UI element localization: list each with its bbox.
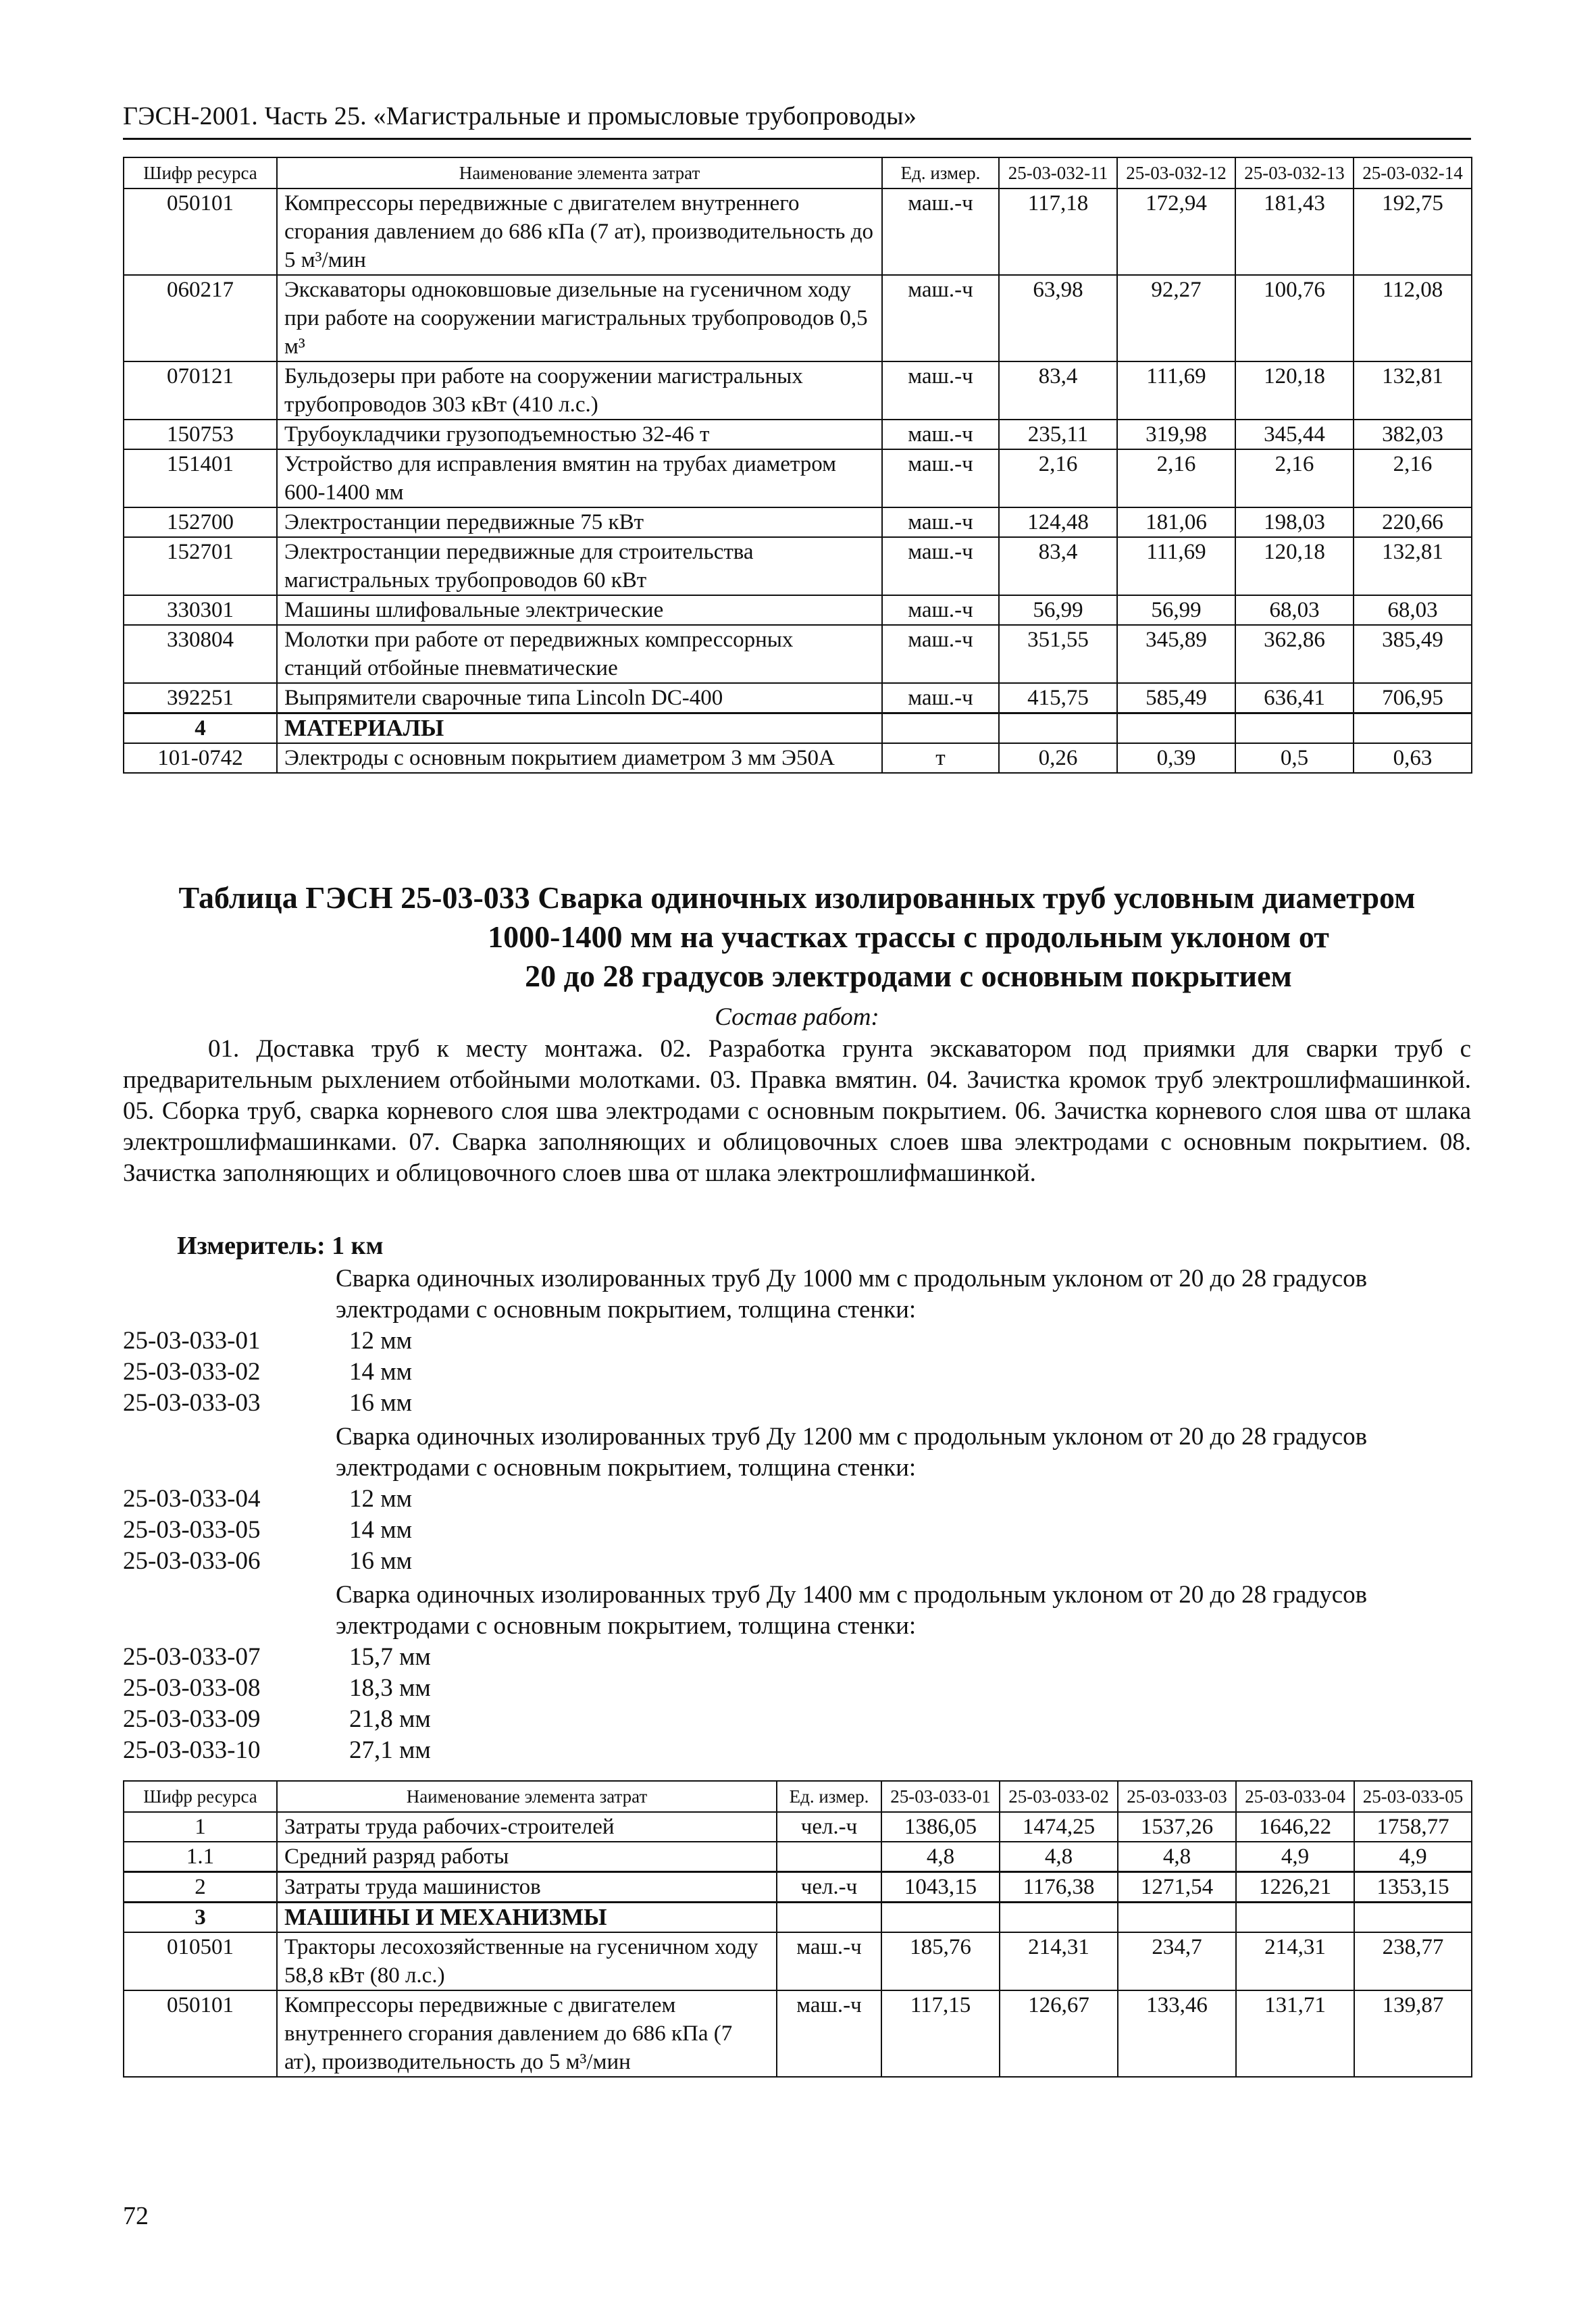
cell-value: 1353,15 bbox=[1354, 1872, 1472, 1903]
title-line: 20 до 28 градусов электродами с основным покрытием bbox=[525, 959, 1292, 993]
cell-unit: маш.-ч bbox=[882, 683, 999, 713]
cell-value: 214,31 bbox=[1236, 1932, 1354, 1990]
cell-value: 345,44 bbox=[1235, 420, 1354, 449]
cell-name: Затраты труда машинистов bbox=[277, 1872, 777, 1903]
cell-value: 4,8 bbox=[1000, 1842, 1118, 1872]
cell-code: 330804 bbox=[124, 625, 277, 683]
cell-name: Выпрямители сварочные типа Lincoln DC-400 bbox=[277, 683, 882, 713]
cell-value: 385,49 bbox=[1354, 625, 1472, 683]
cell-code: 050101 bbox=[124, 1990, 277, 2077]
cell-value: 1043,15 bbox=[881, 1872, 1000, 1903]
cell-code: 151401 bbox=[124, 449, 277, 507]
cell-value: 111,69 bbox=[1117, 537, 1235, 595]
section-row bbox=[124, 713, 1472, 744]
cell-value: 2,16 bbox=[1117, 449, 1235, 507]
cell-value: 192,75 bbox=[1354, 188, 1472, 275]
cell-value: 238,77 bbox=[1354, 1932, 1472, 1990]
variant-row bbox=[123, 1388, 1471, 1419]
cell-name: Компрессоры передвижные с двигателем внутреннего сгорания давлением до 686 кПа (7 ат), производительность до 5 м³/мин bbox=[277, 188, 882, 275]
cell-value: 185,76 bbox=[881, 1932, 1000, 1990]
variant-description: Сварка одиночных изолированных труб Ду 1200 мм с продольным уклоном от 20 до 28 градусов электродами с основным покрытием, толщина стенки: bbox=[336, 1423, 1368, 1482]
cell-unit: маш.-ч bbox=[882, 537, 999, 595]
variant-code: 25-03-033-09 bbox=[123, 1705, 261, 1733]
cell-name: Трубоукладчики грузоподъемностью 32-46 т bbox=[277, 420, 882, 449]
cell-name: Электростанции передвижные для строительства магистральных трубопроводов 60 кВт bbox=[277, 537, 882, 595]
cell-value: 100,76 bbox=[1235, 275, 1354, 361]
cell-value: 4,9 bbox=[1354, 1842, 1472, 1872]
cell-value: 2,16 bbox=[999, 449, 1117, 507]
variant-value: 15,7 мм bbox=[349, 1643, 431, 1671]
cell-code: 1 bbox=[124, 1812, 277, 1842]
variant-description: Сварка одиночных изолированных труб Ду 1400 мм с продольным уклоном от 20 до 28 градусов электродами с основным покрытием, толщина стенки: bbox=[336, 1581, 1368, 1640]
variant-code: 25-03-033-03 bbox=[123, 1389, 261, 1417]
title-line: Таблица ГЭСН 25-03-033 Сварка одиночных изолированных труб условным диаметром bbox=[178, 880, 1416, 915]
variant-value: 21,8 мм bbox=[349, 1705, 431, 1733]
cell-value: 2,16 bbox=[1235, 449, 1354, 507]
header-name: Наименование элемента затрат bbox=[277, 157, 882, 188]
variant-code: 25-03-033-05 bbox=[123, 1516, 261, 1544]
cell-value: 1176,38 bbox=[1000, 1872, 1118, 1903]
cell-value: 132,81 bbox=[1354, 361, 1472, 420]
composition-label: Состав работ: bbox=[715, 1003, 879, 1031]
variant-row bbox=[123, 1515, 1471, 1546]
cell-value: 92,27 bbox=[1117, 275, 1235, 361]
cell-name: Средний разряд работы bbox=[277, 1842, 777, 1872]
cell-value: 172,94 bbox=[1117, 188, 1235, 275]
composition-text: 01. Доставка труб к месту монтажа. 02. Разработка грунта экскаватором под приямки для сварки труб с предварительным рыхлением отбойными молотками. 03. Правка вмятин. 04. Зачистка кромок труб электрошлифмашинкой. 05. Сборка труб, сварка корневого слоя шва электродами с основным покрытием. 06. Зачистка корневого слоя шва от шлака электрошлифмашинками. 07. Сварка заполняющих и облицовочных слоев шва электродами с основным покрытием. 08. Зачистка заполняющих и облицовочного слоев шва от шлака электрошлифмашинкой. bbox=[123, 1035, 1471, 1187]
table-row bbox=[124, 1932, 1472, 1990]
variant-row bbox=[123, 1735, 1471, 1766]
cell-unit: чел.-ч bbox=[777, 1812, 881, 1842]
header-col: 25-03-032-14 bbox=[1354, 157, 1472, 188]
cell-unit: чел.-ч bbox=[777, 1872, 881, 1903]
table-row bbox=[124, 743, 1472, 773]
cell-value: 133,46 bbox=[1118, 1990, 1236, 2077]
header-col: 25-03-032-11 bbox=[999, 157, 1117, 188]
cell-code: 152700 bbox=[124, 507, 277, 537]
empty-cell bbox=[999, 713, 1117, 744]
cell-value: 83,4 bbox=[999, 537, 1117, 595]
cell-unit bbox=[777, 1842, 881, 1872]
cell-value: 132,81 bbox=[1354, 537, 1472, 595]
cell-value: 1386,05 bbox=[881, 1812, 1000, 1842]
variant-code: 25-03-033-08 bbox=[123, 1674, 261, 1702]
variant-row bbox=[123, 1357, 1471, 1388]
variant-row bbox=[123, 1704, 1471, 1735]
cell-code: 010501 bbox=[124, 1932, 277, 1990]
cell-value: 0,63 bbox=[1354, 743, 1472, 773]
cell-unit: маш.-ч bbox=[882, 625, 999, 683]
section-code: 4 bbox=[124, 713, 277, 744]
cell-unit: маш.-ч bbox=[882, 361, 999, 420]
variant-code: 25-03-033-02 bbox=[123, 1358, 261, 1386]
variant-value: 14 мм bbox=[349, 1516, 413, 1544]
variant-value: 12 мм bbox=[349, 1327, 413, 1355]
header-col: 25-03-033-01 bbox=[881, 1781, 1000, 1812]
header-code: Шифр ресурса bbox=[124, 1781, 277, 1812]
cell-value: 112,08 bbox=[1354, 275, 1472, 361]
cell-value: 234,7 bbox=[1118, 1932, 1236, 1990]
cell-value: 131,71 bbox=[1236, 1990, 1354, 2077]
cell-value: 124,48 bbox=[999, 507, 1117, 537]
header-rule bbox=[123, 138, 1471, 140]
resource-table-032 bbox=[123, 157, 1472, 774]
table-title bbox=[123, 878, 1471, 996]
cell-value: 351,55 bbox=[999, 625, 1117, 683]
table-row bbox=[124, 595, 1472, 625]
cell-code: 1.1 bbox=[124, 1842, 277, 1872]
cell-value: 585,49 bbox=[1117, 683, 1235, 713]
cell-code: 2 bbox=[124, 1872, 277, 1903]
running-header: ГЭСН-2001. Часть 25. «Магистральные и промысловые трубопроводы» bbox=[123, 102, 917, 130]
cell-value: 220,66 bbox=[1354, 507, 1472, 537]
header-col: 25-03-033-02 bbox=[1000, 1781, 1118, 1812]
cell-value: 362,86 bbox=[1235, 625, 1354, 683]
table-row bbox=[124, 420, 1472, 449]
cell-value: 0,26 bbox=[999, 743, 1117, 773]
page-number: 72 bbox=[123, 2202, 149, 2230]
header-col: 25-03-032-13 bbox=[1235, 157, 1354, 188]
cell-value: 1271,54 bbox=[1118, 1872, 1236, 1903]
variant-code: 25-03-033-07 bbox=[123, 1643, 261, 1671]
resource-table-033 bbox=[123, 1780, 1472, 2078]
empty-cell bbox=[777, 1903, 881, 1933]
empty-cell bbox=[1235, 713, 1354, 744]
cell-value: 120,18 bbox=[1235, 537, 1354, 595]
cell-value: 117,18 bbox=[999, 188, 1117, 275]
variant-value: 18,3 мм bbox=[349, 1674, 431, 1702]
cell-value: 319,98 bbox=[1117, 420, 1235, 449]
cell-name: Устройство для исправления вмятин на трубах диаметром 600-1400 мм bbox=[277, 449, 882, 507]
variant-row bbox=[123, 1326, 1471, 1357]
cell-name: Затраты труда рабочих-строителей bbox=[277, 1812, 777, 1842]
cell-name: Компрессоры передвижные с двигателем внутреннего сгорания давлением до 686 кПа (7 ат), производительность до 5 м³/мин bbox=[277, 1990, 777, 2077]
variant-code: 25-03-033-10 bbox=[123, 1736, 261, 1764]
variant-value: 27,1 мм bbox=[349, 1736, 431, 1764]
table-row bbox=[124, 537, 1472, 595]
cell-value: 83,4 bbox=[999, 361, 1117, 420]
table-body bbox=[124, 1932, 1472, 2077]
cell-value: 63,98 bbox=[999, 275, 1117, 361]
cell-value: 636,41 bbox=[1235, 683, 1354, 713]
table-header-row bbox=[124, 157, 1472, 188]
header-code: Шифр ресурса bbox=[124, 157, 277, 188]
table-body bbox=[124, 188, 1472, 713]
cell-value: 1226,21 bbox=[1236, 1872, 1354, 1903]
cell-value: 4,8 bbox=[881, 1842, 1000, 1872]
cell-unit: маш.-ч bbox=[777, 1990, 881, 2077]
empty-cell bbox=[882, 713, 999, 744]
table-row bbox=[124, 1990, 1472, 2077]
cell-value: 0,5 bbox=[1235, 743, 1354, 773]
section-code: 3 bbox=[124, 1903, 277, 1933]
table-header-row bbox=[124, 1781, 1472, 1812]
table-row bbox=[124, 1812, 1472, 1842]
cell-name: Электроды с основным покрытием диаметром 3 мм Э50А bbox=[277, 743, 882, 773]
cell-unit: маш.-ч bbox=[882, 595, 999, 625]
cell-code: 050101 bbox=[124, 188, 277, 275]
measure-unit: Измеритель: 1 км bbox=[177, 1232, 384, 1260]
cell-value: 4,8 bbox=[1118, 1842, 1236, 1872]
empty-cell bbox=[1118, 1903, 1236, 1933]
table-row bbox=[124, 361, 1472, 420]
cell-value: 139,87 bbox=[1354, 1990, 1472, 2077]
table-body bbox=[124, 1812, 1472, 1903]
table-row bbox=[124, 507, 1472, 537]
variant-description: Сварка одиночных изолированных труб Ду 1000 мм с продольным уклоном от 20 до 28 градусов электродами с основным покрытием, толщина стенки: bbox=[336, 1265, 1368, 1324]
table-row bbox=[124, 625, 1472, 683]
cell-unit: маш.-ч bbox=[777, 1932, 881, 1990]
cell-value: 1537,26 bbox=[1118, 1812, 1236, 1842]
cell-value: 198,03 bbox=[1235, 507, 1354, 537]
cell-value: 181,43 bbox=[1235, 188, 1354, 275]
cell-code: 101-0742 bbox=[124, 743, 277, 773]
variant-value: 14 мм bbox=[349, 1358, 413, 1386]
cell-value: 68,03 bbox=[1354, 595, 1472, 625]
table-row bbox=[124, 449, 1472, 507]
header-col: 25-03-033-05 bbox=[1354, 1781, 1472, 1812]
cell-unit: т bbox=[882, 743, 999, 773]
header-unit: Ед. измер. bbox=[777, 1781, 881, 1812]
cell-value: 4,9 bbox=[1236, 1842, 1354, 1872]
cell-value: 1758,77 bbox=[1354, 1812, 1472, 1842]
variant-row bbox=[123, 1484, 1471, 1515]
header-unit: Ед. измер. bbox=[882, 157, 999, 188]
cell-value: 1646,22 bbox=[1236, 1812, 1354, 1842]
cell-value: 2,16 bbox=[1354, 449, 1472, 507]
cell-code: 330301 bbox=[124, 595, 277, 625]
empty-cell bbox=[1236, 1903, 1354, 1933]
header-col: 25-03-033-04 bbox=[1236, 1781, 1354, 1812]
cell-unit: маш.-ч bbox=[882, 188, 999, 275]
table-row bbox=[124, 683, 1472, 713]
cell-code: 070121 bbox=[124, 361, 277, 420]
variant-code: 25-03-033-01 bbox=[123, 1327, 261, 1355]
empty-cell bbox=[1117, 713, 1235, 744]
variant-group bbox=[123, 1422, 1471, 1577]
cell-unit: маш.-ч bbox=[882, 449, 999, 507]
variant-row bbox=[123, 1642, 1471, 1673]
cell-name: Бульдозеры при работе на сооружении магистральных трубопроводов 303 кВт (410 л.с.) bbox=[277, 361, 882, 420]
cell-value: 706,95 bbox=[1354, 683, 1472, 713]
empty-cell bbox=[881, 1903, 1000, 1933]
cell-value: 415,75 bbox=[999, 683, 1117, 713]
cell-value: 117,15 bbox=[881, 1990, 1000, 2077]
section-name: МАШИНЫ И МЕХАНИЗМЫ bbox=[277, 1903, 777, 1933]
cell-unit: маш.-ч bbox=[882, 420, 999, 449]
cell-unit: маш.-ч bbox=[882, 507, 999, 537]
table-row bbox=[124, 1842, 1472, 1872]
cell-code: 150753 bbox=[124, 420, 277, 449]
variant-row bbox=[123, 1673, 1471, 1704]
empty-cell bbox=[1354, 713, 1472, 744]
variant-value: 12 мм bbox=[349, 1485, 413, 1513]
cell-value: 111,69 bbox=[1117, 361, 1235, 420]
empty-cell bbox=[1000, 1903, 1118, 1933]
cell-name: Молотки при работе от передвижных компрессорных станций отбойные пневматические bbox=[277, 625, 882, 683]
variant-code: 25-03-033-06 bbox=[123, 1547, 261, 1575]
variant-code: 25-03-033-04 bbox=[123, 1485, 261, 1513]
cell-code: 152701 bbox=[124, 537, 277, 595]
section-row bbox=[124, 1903, 1472, 1933]
cell-value: 1474,25 bbox=[1000, 1812, 1118, 1842]
cell-value: 181,06 bbox=[1117, 507, 1235, 537]
cell-name: Электростанции передвижные 75 кВт bbox=[277, 507, 882, 537]
variant-value: 16 мм bbox=[349, 1547, 413, 1575]
variant-row bbox=[123, 1546, 1471, 1577]
cell-value: 214,31 bbox=[1000, 1932, 1118, 1990]
cell-value: 235,11 bbox=[999, 420, 1117, 449]
variant-group bbox=[123, 1263, 1471, 1419]
header-col: 25-03-032-12 bbox=[1117, 157, 1235, 188]
cell-name: Машины шлифовальные электрические bbox=[277, 595, 882, 625]
cell-code: 392251 bbox=[124, 683, 277, 713]
table-row bbox=[124, 1872, 1472, 1903]
cell-code: 060217 bbox=[124, 275, 277, 361]
cell-value: 345,89 bbox=[1117, 625, 1235, 683]
cell-name: Экскаваторы одноковшовые дизельные на гусеничном ходу при работе на сооружении магистральных трубопроводов 0,5 м³ bbox=[277, 275, 882, 361]
cell-value: 126,67 bbox=[1000, 1990, 1118, 2077]
table-row bbox=[124, 275, 1472, 361]
cell-value: 56,99 bbox=[1117, 595, 1235, 625]
title-line: 1000-1400 мм на участках трассы с продольным уклоном от bbox=[488, 920, 1329, 954]
cell-value: 68,03 bbox=[1235, 595, 1354, 625]
section-name: МАТЕРИАЛЫ bbox=[277, 713, 882, 744]
header-col: 25-03-033-03 bbox=[1118, 1781, 1236, 1812]
cell-value: 0,39 bbox=[1117, 743, 1235, 773]
cell-value: 56,99 bbox=[999, 595, 1117, 625]
variant-value: 16 мм bbox=[349, 1389, 413, 1417]
table-row bbox=[124, 188, 1472, 275]
cell-value: 382,03 bbox=[1354, 420, 1472, 449]
variant-group bbox=[123, 1580, 1471, 1766]
empty-cell bbox=[1354, 1903, 1472, 1933]
header-name: Наименование элемента затрат bbox=[277, 1781, 777, 1812]
cell-value: 120,18 bbox=[1235, 361, 1354, 420]
cell-name: Тракторы лесохозяйственные на гусеничном ходу 58,8 кВт (80 л.с.) bbox=[277, 1932, 777, 1990]
cell-unit: маш.-ч bbox=[882, 275, 999, 361]
